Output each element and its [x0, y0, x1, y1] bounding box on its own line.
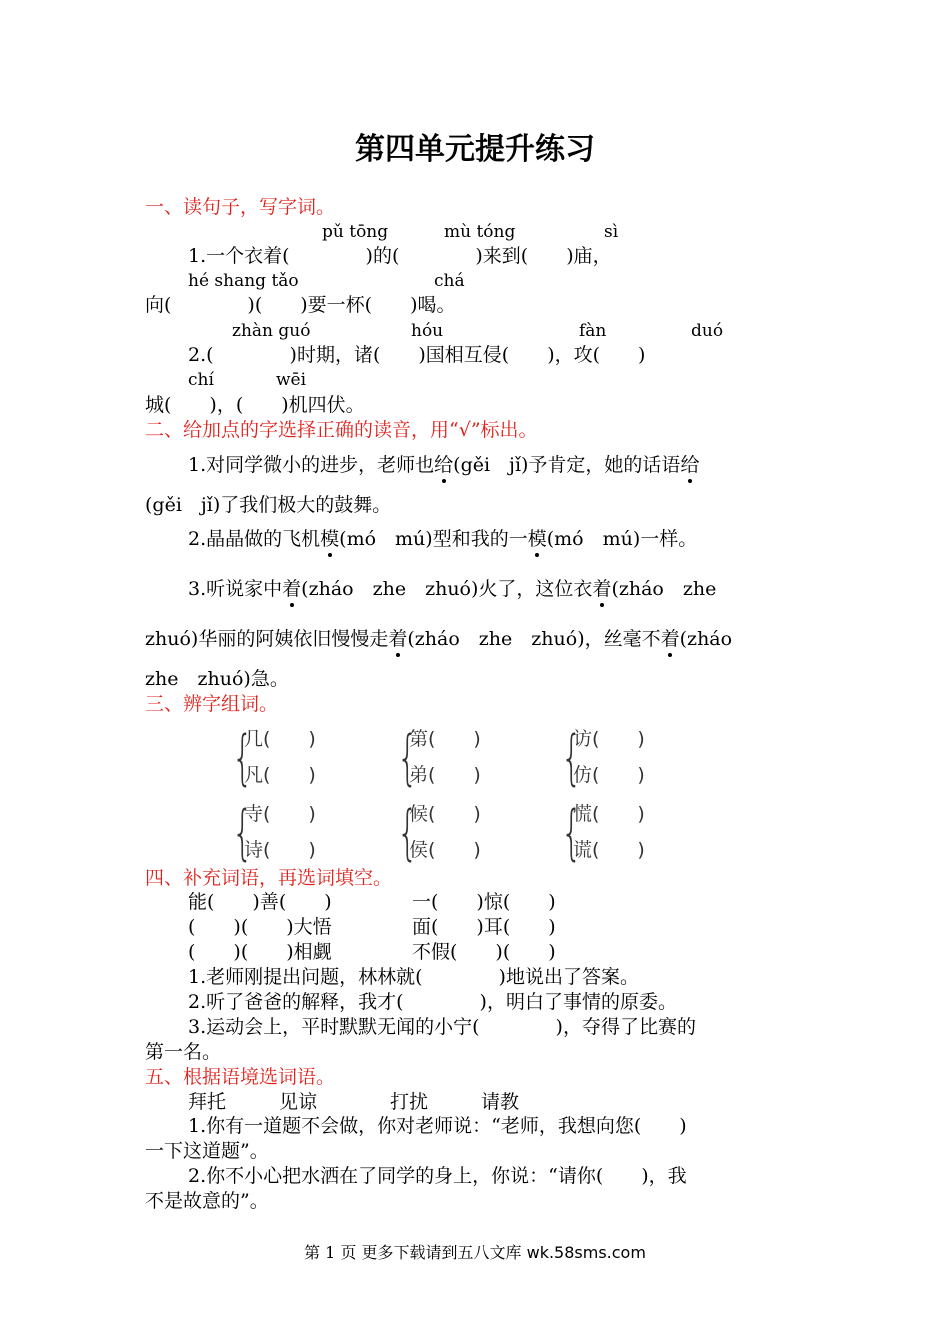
exercise-line: 城( )，( )机四伏。	[145, 394, 365, 416]
pinyin: fàn	[579, 321, 607, 341]
dotted-char: 着	[388, 628, 408, 650]
dotted-char: 着	[660, 628, 680, 650]
pinyin: chá	[434, 271, 465, 291]
pinyin: hé shang tǎo	[188, 271, 299, 291]
pinyin: sì	[604, 222, 619, 242]
section-3-heading: 三、辨字组词。	[145, 693, 279, 715]
dotted-char: 给	[434, 454, 454, 476]
section-5-heading: 五、根据语境选词语。	[145, 1066, 336, 1088]
idiom-blank: 不假( )( )	[412, 941, 556, 963]
exercise-line: 一下这道题”。	[145, 1140, 269, 1162]
pinyin: wēi	[276, 370, 307, 390]
char-pair-group: { 候( ) 侯( )	[397, 798, 481, 868]
dotted-char: 模	[320, 528, 340, 550]
page-footer: 第 1 页 更多下载请到五八文库 wk.58sms.com	[304, 1243, 646, 1262]
footer-link[interactable]: wk.58sms.com	[526, 1243, 646, 1262]
pinyin: chí	[188, 370, 214, 390]
exercise-line: 1.你有一道题不会做，你对老师说：“老师，我想向您( )	[188, 1115, 687, 1137]
dotted-char: 着	[282, 578, 302, 600]
exercise-line: 2.晶晶做的飞机模(mó mú)型和我的一模(mó mú)一样。	[188, 528, 698, 550]
exercise-line: 1.一个衣着( )的( )来到( )庙，	[188, 245, 612, 267]
exercise-line: 1.老师刚提出问题，林林就( )地说出了答案。	[188, 966, 639, 988]
section-1-heading: 一、读句子，写字词。	[145, 196, 336, 218]
char-pair-group: { 访( ) 仿( )	[561, 723, 645, 793]
exercise-line: zhuó)华丽的阿姨依旧慢慢走着(zháo zhe zhuó)，丝毫不着(zháo	[145, 628, 733, 650]
dotted-char: 给	[680, 454, 700, 476]
section-2-heading: 二、给加点的字选择正确的读音，用“√”标出。	[145, 419, 538, 441]
exercise-line: 1.对同学微小的进步，老师也给(gěi jǐ)予肯定，她的话语给	[188, 454, 700, 476]
idiom-blank: ( )( )大悟	[188, 916, 332, 938]
word-choice: 请教	[481, 1091, 520, 1113]
exercise-line: 2.你不小心把水洒在了同学的身上，你说：“请你( )，我	[188, 1165, 687, 1187]
idiom-blank: ( )( )相觑	[188, 941, 332, 963]
idiom-blank: 能( )善( )	[188, 891, 332, 913]
word-choice: 打扰	[390, 1091, 429, 1113]
word-choice: 拜托	[188, 1091, 227, 1113]
word-choice: 见谅	[279, 1091, 318, 1113]
exercise-line: 3.听说家中着(zháo zhe zhuó)火了，这位衣着(zháo zhe	[188, 578, 717, 600]
exercise-line: 2.听了爸爸的解释，我才( )，明白了事情的原委。	[188, 991, 677, 1013]
char-pair-group: { 几( ) 凡( )	[232, 723, 316, 793]
exercise-line: zhe zhuó)急。	[145, 668, 289, 690]
exercise-line: 3.运动会上，平时默默无闻的小宁( )，夺得了比赛的	[188, 1016, 696, 1038]
pinyin: pǔ tōng	[322, 222, 389, 242]
idiom-blank: 一( )惊( )	[412, 891, 556, 913]
exercise-line: (gěi jǐ)了我们极大的鼓舞。	[145, 494, 392, 516]
pinyin: duó	[691, 321, 724, 341]
pinyin: mù tóng	[444, 222, 516, 242]
pinyin: hóu	[411, 321, 444, 341]
pinyin: zhàn guó	[232, 321, 311, 341]
char-pair-group: { 寺( ) 诗( )	[232, 798, 316, 868]
section-4-heading: 四、补充词语，再选词填空。	[145, 867, 393, 889]
dotted-char: 着	[592, 578, 612, 600]
exercise-line: 向( )( )要一杯( )喝。	[145, 294, 456, 316]
page-title: 第四单元提升练习	[355, 132, 595, 167]
char-pair-group: { 慌( ) 谎( )	[561, 798, 645, 868]
exercise-line: 第一名。	[145, 1041, 222, 1063]
exercise-line: 不是故意的”。	[145, 1190, 269, 1212]
dotted-char: 模	[527, 528, 547, 550]
char-pair-group: { 第( ) 弟( )	[397, 723, 481, 793]
exercise-line: 2.( )时期，诸( )国相互侵( )，攻( )	[188, 344, 646, 366]
idiom-blank: 面( )耳( )	[412, 916, 556, 938]
